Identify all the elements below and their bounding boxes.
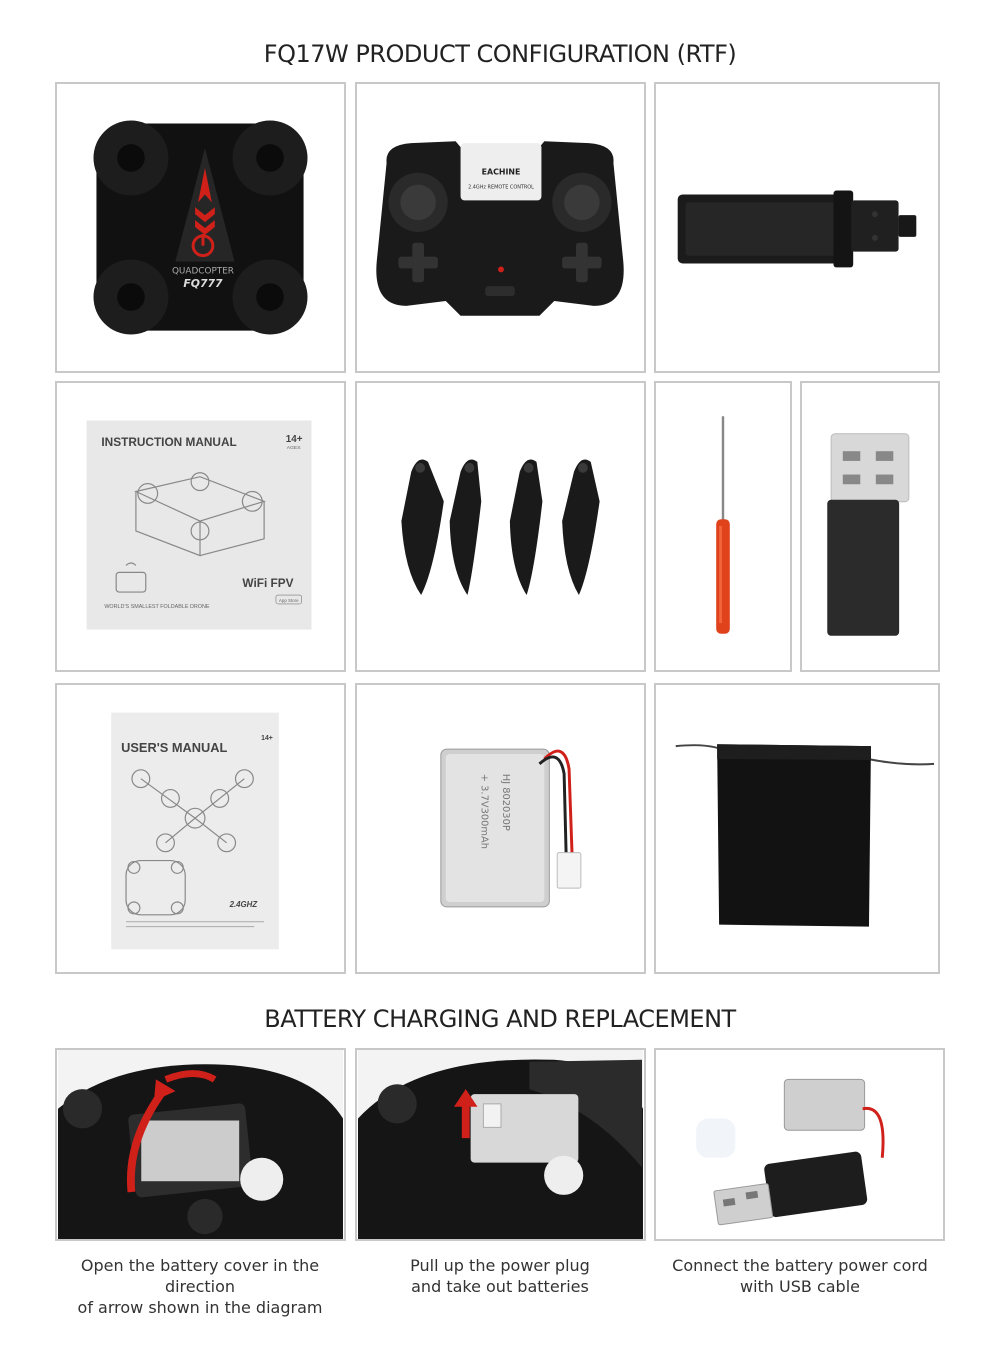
drone-brand-text: QUADCOPTER bbox=[171, 266, 234, 277]
users-manual-band: 2.4GHZ bbox=[229, 899, 258, 909]
instruction-manual-tagline: WORLD'S SMALLEST FOLDABLE DRONE bbox=[104, 603, 210, 610]
phone-holder-image-cell bbox=[654, 82, 940, 373]
step2-caption-line2: and take out batteries bbox=[411, 1277, 589, 1296]
step3-caption-line1: Connect the battery power cord bbox=[672, 1256, 928, 1275]
remote-image-cell bbox=[355, 82, 646, 373]
step1-caption bbox=[50, 1255, 350, 1318]
phone-holder-image bbox=[656, 84, 938, 371]
propellers-image bbox=[357, 383, 644, 670]
instruction-manual-store: App Store bbox=[278, 597, 299, 603]
users-manual-cell bbox=[55, 683, 346, 974]
storage-bag-image bbox=[656, 685, 938, 972]
step1-image bbox=[57, 1050, 344, 1239]
users-manual-title: USER'S MANUAL bbox=[121, 740, 228, 756]
remote-sub-text: 2.4GHz REMOTE CONTROL bbox=[468, 184, 534, 191]
screwdriver-image bbox=[656, 383, 790, 670]
battery-image-cell bbox=[355, 683, 646, 974]
instruction-manual-age: 14+ bbox=[285, 434, 303, 446]
storage-bag-image-cell bbox=[654, 683, 940, 974]
users-manual-age: 14+ bbox=[261, 735, 273, 743]
step3-caption-line2: with USB cable bbox=[739, 1277, 860, 1296]
remote-brand-text: EACHINE bbox=[481, 167, 521, 177]
screwdriver-image-cell bbox=[654, 381, 792, 672]
battery-image bbox=[357, 685, 644, 972]
users-manual-image bbox=[57, 685, 344, 972]
instruction-manual-title: INSTRUCTION MANUAL bbox=[101, 435, 237, 450]
instruction-manual-image bbox=[57, 383, 344, 670]
step3-caption bbox=[650, 1255, 950, 1297]
usb-charger-image-cell bbox=[800, 381, 940, 672]
step1-caption-line2: of arrow shown in the diagram bbox=[77, 1298, 323, 1317]
propellers-image-cell bbox=[355, 381, 646, 672]
charging-title: BATTERY CHARGING AND REPLACEMENT bbox=[264, 1005, 736, 1033]
instruction-manual-wifi: WiFi FPV bbox=[242, 576, 294, 591]
step2-image-cell bbox=[355, 1048, 646, 1241]
step1-image-cell bbox=[55, 1048, 346, 1241]
usb-charger-image bbox=[802, 383, 938, 670]
remote-control-image bbox=[357, 84, 644, 371]
step2-caption-line1: Pull up the power plug bbox=[410, 1256, 590, 1275]
step3-image-cell bbox=[654, 1048, 945, 1241]
config-title: FQ17W PRODUCT CONFIGURATION (RTF) bbox=[263, 40, 737, 68]
drone-image-cell bbox=[55, 82, 346, 373]
step2-caption bbox=[350, 1255, 650, 1297]
battery-label-line1: HJ 802030P bbox=[499, 773, 511, 831]
instruction-manual-age-sub: AGES bbox=[286, 446, 301, 452]
drone-image bbox=[57, 84, 344, 371]
step3-image bbox=[656, 1050, 943, 1239]
drone-model-text: FQ777 bbox=[183, 277, 223, 291]
step1-caption-line1: Open the battery cover in the direction bbox=[80, 1256, 320, 1296]
step2-image bbox=[357, 1050, 644, 1239]
instruction-manual-cell bbox=[55, 381, 346, 672]
battery-label-line2: + 3.7V300mAh bbox=[478, 773, 490, 850]
